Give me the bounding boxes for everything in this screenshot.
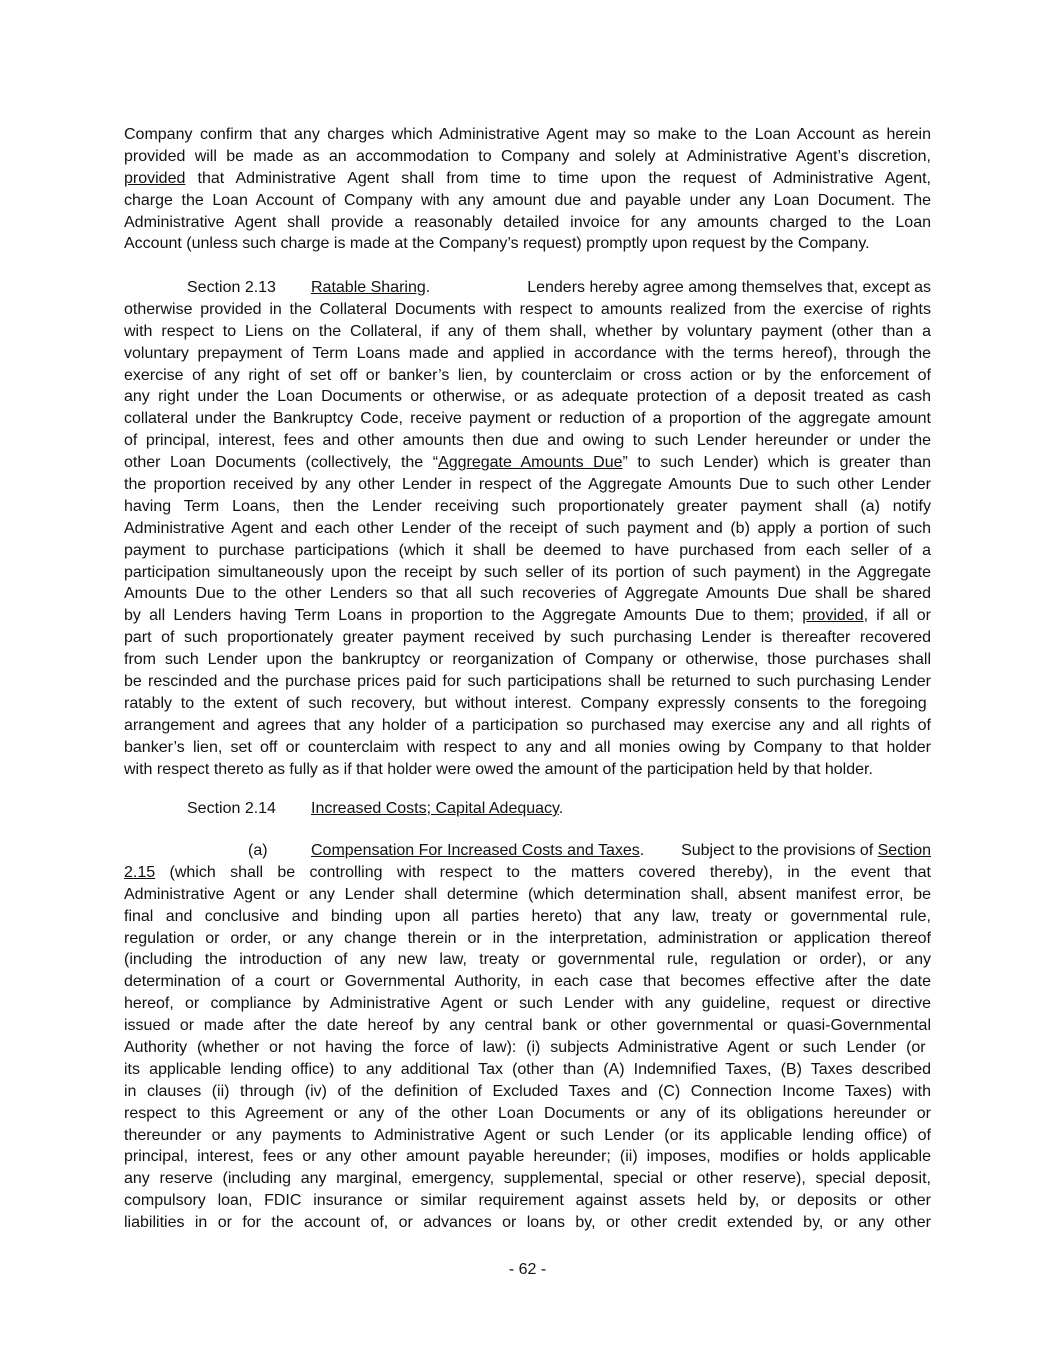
text-run: of principal, interest, fees and other amounts then due and owing to such Lender hereunder or under the [124, 432, 931, 450]
text-run: thereunder or any payments to Administrative Agent or such Lender (or its applicable lending office) of [124, 1126, 931, 1144]
text-line [124, 124, 931, 146]
text-line [124, 1081, 931, 1103]
text-line [124, 1059, 931, 1081]
text-line [124, 212, 931, 234]
text-line [124, 949, 931, 971]
text-line [124, 1190, 931, 1212]
text-run: banker’s lien, set off or counterclaim with respect to any and all monies owing by Company to that holder [124, 738, 931, 756]
text-run: be rescinded and the purchase prices paid for such participations shall be returned to such purchasing Lender [124, 673, 931, 691]
text-run: any right under the Loan Documents or otherwise, or as adequate protection of a deposit treated as cash [124, 388, 931, 406]
text-run: Amounts Due to the other Lenders so that all such recoveries of Aggregate Amounts Due shall be shared [124, 585, 931, 603]
text-run: Account (unless such charge is made at the Company’s request) promptly upon request by the Company. [124, 235, 870, 253]
text-line [124, 884, 931, 906]
text-run: charge the Loan Account of Company with any amount due and payable under any Loan Document. The [124, 191, 931, 209]
text-run: Administrative Agent or any Lender shall determine (which determination shall, absent manifest error, be [124, 885, 931, 903]
text-line [124, 737, 931, 759]
text-line [124, 1146, 931, 1168]
text-line [124, 452, 931, 474]
text-run: liabilities in or for the account of, or advances or loans by, or other credit extended by, or any other [124, 1214, 931, 1232]
underlined-term: Aggregate Amounts Due [438, 454, 623, 472]
text-run: determination of a court or Governmental Authority, in each case that becomes effective after the date [124, 973, 931, 991]
subsection-a-first-line-text: Subject to the provisions of [681, 842, 874, 859]
paragraph-continuation [124, 124, 931, 255]
subsection-a-title-wrap [311, 840, 644, 862]
text-line [124, 971, 931, 993]
text-run: ratably to the extent of such recovery, but without interest. Company expressly consents to the foregoing [124, 694, 927, 712]
text-run: Company confirm that any charges which Administrative Agent may so make to the Loan Account as herein [124, 126, 931, 143]
text-run: Administrative Agent and each other Lender of the receipt of such payment and (b) apply a portion of such [124, 519, 931, 537]
section-2-13-number: Section 2.13 [187, 279, 276, 296]
text-line [124, 474, 931, 496]
section-2-14-period: . [558, 800, 564, 817]
text-line [124, 365, 931, 387]
text-run: provided will be made as an accommodation to Company and solely at Administrative Agent’s discretion, [124, 147, 931, 165]
text-run: any reserve (including any marginal, emergency, supplemental, special or other reserve), special deposit, [124, 1170, 931, 1188]
text-run: the proportion received by any other Lender in respect of the Aggregate Amounts Due to such other Lender [124, 476, 931, 494]
text-line [124, 1168, 931, 1190]
text-run: Administrative Agent shall provide a reasonably detailed invoice for any amounts charged to the Loan [124, 213, 931, 231]
text-run: with respect to Liens on the Collateral, if any of them shall, whether by voluntary payment (other than a [124, 322, 931, 340]
subsection-a-period: . [639, 842, 645, 859]
text-run: other Loan Documents (collectively, the “ [124, 454, 439, 472]
section-2-15-link[interactable]: Section [877, 842, 931, 859]
text-run: from such Lender upon the bankruptcy or reorganization of Company or otherwise, those purchases shall [124, 651, 931, 669]
text-run: that Administrative Agent shall from time to time upon the request of Administrative Agent, [185, 169, 931, 187]
text-line [124, 693, 931, 715]
text-line [124, 146, 931, 168]
text-line [124, 862, 931, 884]
text-line [124, 605, 931, 627]
text-line [124, 321, 931, 343]
section-2-13-period: . [425, 279, 431, 296]
section-2-14-title-wrap [311, 798, 563, 820]
text-line [124, 430, 931, 452]
underlined-term: provided [802, 607, 864, 625]
text-line [124, 928, 931, 950]
text-line [124, 408, 931, 430]
underlined-term: provided [124, 169, 186, 187]
text-line [124, 518, 931, 540]
section-2-14-title: Increased Costs; Capital Adequacy [311, 800, 559, 817]
text-line [124, 562, 931, 584]
text-run: its applicable lending office) to any additional Tax (other than (A) Indemnified Taxes, (B) Taxes described [124, 1060, 931, 1078]
text-run: payment to purchase participations (which it shall be deemed to have purchased from each seller of a [124, 541, 931, 559]
text-line [124, 649, 931, 671]
text-line [124, 233, 931, 255]
text-line [124, 1103, 931, 1125]
text-run: ” to such Lender) which is greater than [622, 454, 931, 472]
text-run: principal, interest, fees or any other amount payable hereunder; (ii) imposes, modifies or holds applicable [124, 1148, 931, 1166]
text-run: participation simultaneously upon the receipt by such seller of its portion of such payment) in the Aggregate [124, 563, 931, 581]
text-line [124, 168, 931, 190]
underlined-term: 2.15 [124, 863, 156, 881]
text-line [124, 1212, 931, 1234]
text-line [124, 299, 931, 321]
text-run: (which shall be controlling with respect to the matters covered thereby), in the event that [155, 863, 931, 881]
section-2-13-title: Ratable Sharing [311, 279, 426, 296]
text-run: issued or made after the date hereof by any central bank or other governmental or quasi-Governmental [124, 1017, 931, 1035]
text-line [124, 1015, 931, 1037]
subsection-a-first-line [630, 840, 931, 862]
text-line [124, 496, 931, 518]
text-run: part of such proportionately greater payment received by such purchasing Lender is thereafter recovered [124, 629, 931, 647]
text-run: , if all or [863, 607, 932, 625]
text-line [124, 627, 931, 649]
text-line [124, 343, 931, 365]
section-2-13-title-wrap [311, 277, 430, 299]
text-run: voluntary prepayment of Term Loans made and applied in accordance with the terms hereof), through the [124, 344, 931, 362]
text-run: in clauses (ii) through (iv) of the definition of Excluded Taxes and (C) Connection Income Taxes) with [124, 1082, 931, 1100]
text-run: arrangement and agrees that any holder of a participation so purchased may exercise any and all rights of [124, 716, 931, 734]
text-line [124, 715, 931, 737]
text-line [124, 993, 931, 1015]
text-line [124, 386, 931, 408]
text-line [124, 190, 931, 212]
text-run: with respect thereto as fully as if that holder were owed the amount of the participation held by that holder. [124, 760, 873, 778]
text-run: (including the introduction of any new law, treaty or governmental rule, regulation or order), or any [124, 951, 931, 969]
text-line [124, 1125, 931, 1147]
text-line [124, 1037, 931, 1059]
paragraph-subsection-a [124, 862, 931, 1234]
text-run: by all Lenders having Term Loans in proportion to the Aggregate Amounts Due to them; [124, 607, 803, 625]
paragraph-section-2-13 [124, 299, 931, 781]
text-run: otherwise provided in the Collateral Documents with respect to amounts realized from the exercise of rights [124, 300, 931, 318]
section-2-14-number: Section 2.14 [187, 800, 276, 817]
section-2-13-first-line: Lenders hereby agree among themselves that, except as [527, 279, 931, 296]
text-run: collateral under the Bankruptcy Code, receive payment or reduction of a proportion of the aggregate amount [124, 410, 931, 428]
text-run: exercise of any right of set off or banker’s lien, by counterclaim or cross action or by the enforcement of [124, 366, 931, 384]
text-line [124, 583, 931, 605]
text-run: compulsory loan, FDIC insurance or similar requirement against assets held by, or deposits or other [124, 1192, 931, 1210]
text-line [124, 540, 931, 562]
text-run: respect to this Agreement or any of the other Loan Documents or any of its obligations hereunder or [124, 1104, 931, 1122]
text-run: regulation or order, or any change therein or in the interpretation, administration or application thereof [124, 929, 931, 947]
text-run: hereof, or compliance by Administrative Agent or such Lender with any guideline, request or directive [124, 995, 931, 1013]
text-run: Authority (whether or not having the force of law): (i) subjects Administrative Agent or such Lender (or [124, 1039, 926, 1057]
page-number: - 62 - [508, 1261, 547, 1278]
text-line [124, 906, 931, 928]
text-line [124, 671, 931, 693]
subsection-a-title: Compensation For Increased Costs and Taxes [311, 842, 640, 859]
text-run: final and conclusive and binding upon all parties hereto) that any law, treaty or governmental rule, [124, 907, 931, 925]
subsection-a-number: (a) [248, 842, 268, 859]
text-line [124, 759, 931, 781]
text-run: having Term Loans, then the Lender receiving such proportionately greater payment shall (a) notify [124, 497, 931, 515]
